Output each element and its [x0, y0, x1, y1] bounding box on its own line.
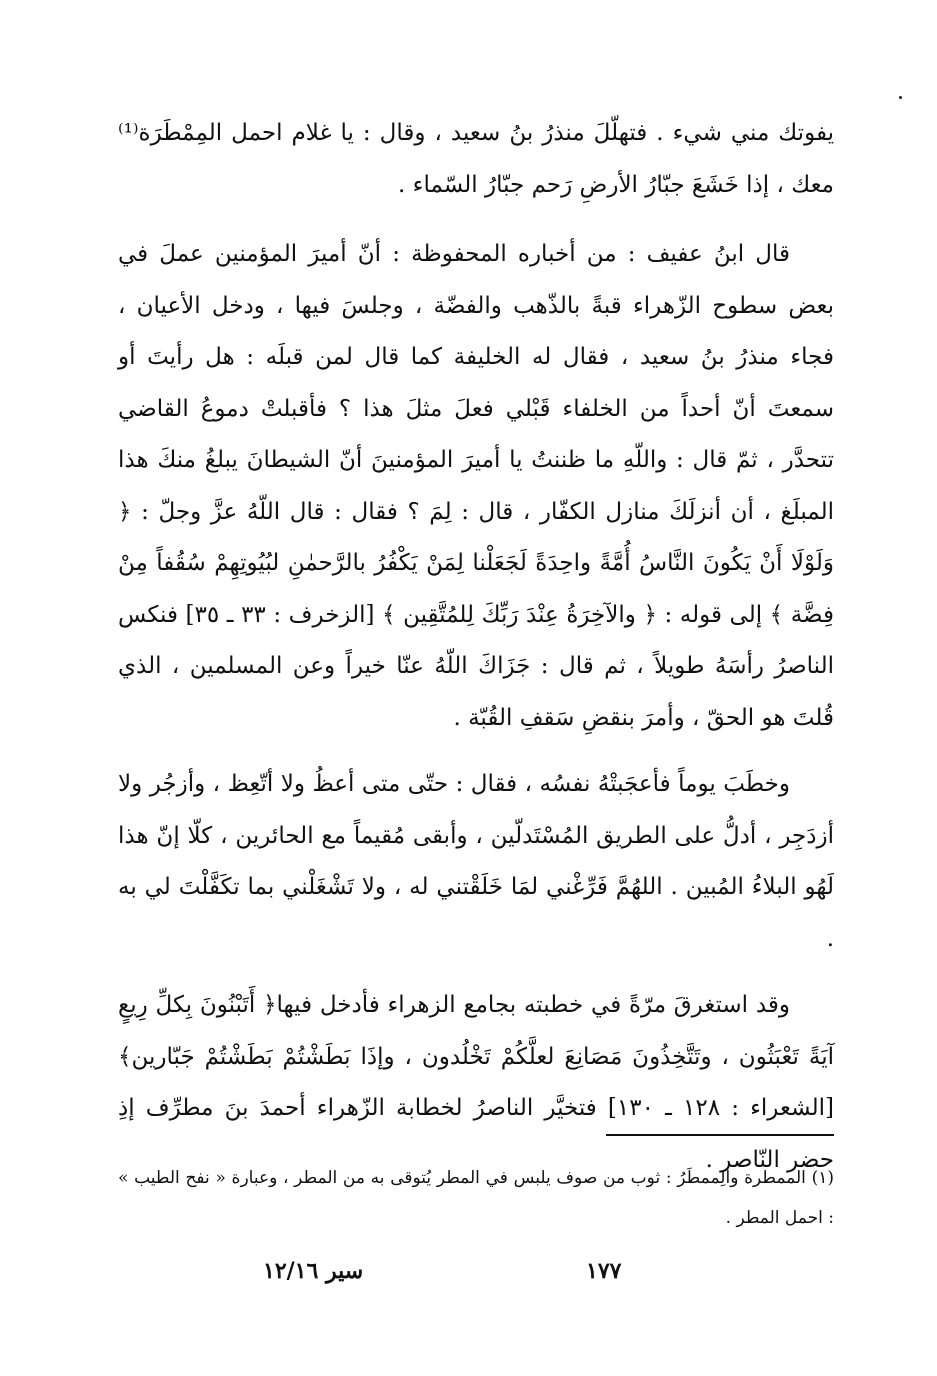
paragraph-3: وخطَبَ يوماً فأعجَبتْهُ نفسُه ، فقال : حتّى متى أعظُ ولا أتّعِظ ، وأزجُر ولا أزدَجِر ، أدلُّ على الطريق المُسْتَدلّين ، وأبقى مُقيماً مع الحائرين ، كلّا إنّ هذا لَهُو البلاءُ المُبين . اللهُمَّ فَرِّغْني لمَا خَلَقْتني له ، ولا تَشْغَلْني بما تكَفَّلْتَ لي به . [118, 771, 834, 952]
signature-mark: سير ١٢/١٦ [263, 1258, 364, 1284]
paragraph-4: وقد استغرقَ مرّةً في خطبته بجامع الزهراء فأدخل فيها﴿ أَتَبْنُونَ بِكلِّ رِيعٍ آيَةً تَعْبَثُون ، وتَتَّخِذُونَ مَصَانِعَ لعلَّكُمْ تَخْلُدون ، وإذَا بَطَشْتُمْ بَطَشْتُمْ جَبّارين﴾ [الشعراء : ١٢٨ ـ ١٣٠] فتخيَّر الناصرُ لخطابة الزّهراء أحمدَ بنَ مطرِّف إذِ حضر النّاصر . [118, 992, 834, 1173]
stray-ink-dot [899, 96, 902, 99]
paragraph-2: قال ابنُ عفيف : من أخباره المحفوظة : أنّ أميرَ المؤمنين عملَ في بعض سطوح الزّهراء قبةً بالذّهب والفضّة ، وجلسَ فيها ، ودخل الأعيان ، فجاء منذرُ بنُ سعيد ، فقال له الخليفة كما قال لمن قبلَه : هل رأيتَ أو سمعتَ أنّ أحداً من الخلفاء قَبْلي فعلَ مثلَ هذا ؟ فأقبلتْ دموعُ القاضي تتحدَّر ، ثمّ قال : واللّهِ ما ظننتُ يا أميرَ المؤمنينَ أنّ الشيطانَ يبلغُ منكَ هذا المبلَغ ، أن أنزلَكَ منازل الكفّار ، قال : لِمَ ؟ فقال : قال اللّهُ عزَّ وجلّ : ﴿ وَلَوْلَا أَنْ يَكُونَ النَّاسُ أُمَّةً واحِدَةً لَجَعَلْنا لِمَنْ يَكْفُرُ بالرَّحمٰنِ لبُيُوتِهِمْ سُقُفاً مِنْ فِضَّة ﴾ إلى قوله : ﴿ والآخِرَةُ عِنْدَ رَبِّكَ لِلمُتَّقِين ﴾ [الزخرف : ٣٣ ـ ٣٥] فنكس الناصرُ رأسَهُ طويلاً ، ثم قال : جَزَاكَ اللّهُ عنّا خيراً وعن المسلمين ، الذي قُلتَ هو الحقّ ، وأمرَ بنقضِ سَقفِ القُبّة . [118, 241, 834, 731]
footnote: (١) الممطرة والِممطَرُ : ثوب من صوف يلبس في المطر يُتوقى به من المطر ، وعبارة « نفح الطيب » : احمل المطر . [118, 1168, 834, 1228]
page-number: ١٧٧ [586, 1258, 622, 1284]
footnote-divider [606, 1134, 834, 1136]
paragraph-1: يفوتك مني شيء . فتهلّلَ منذرُ بنُ سعيد ، وقال : يا غلام احمل المِمْطَرَة⁽¹⁾ معك ، إذا خَشَعَ جبّارُ الأرضِ رَحم جبّارُ السّماء . [118, 120, 834, 198]
page-footer [118, 1258, 834, 1298]
main-text [118, 108, 834, 1201]
